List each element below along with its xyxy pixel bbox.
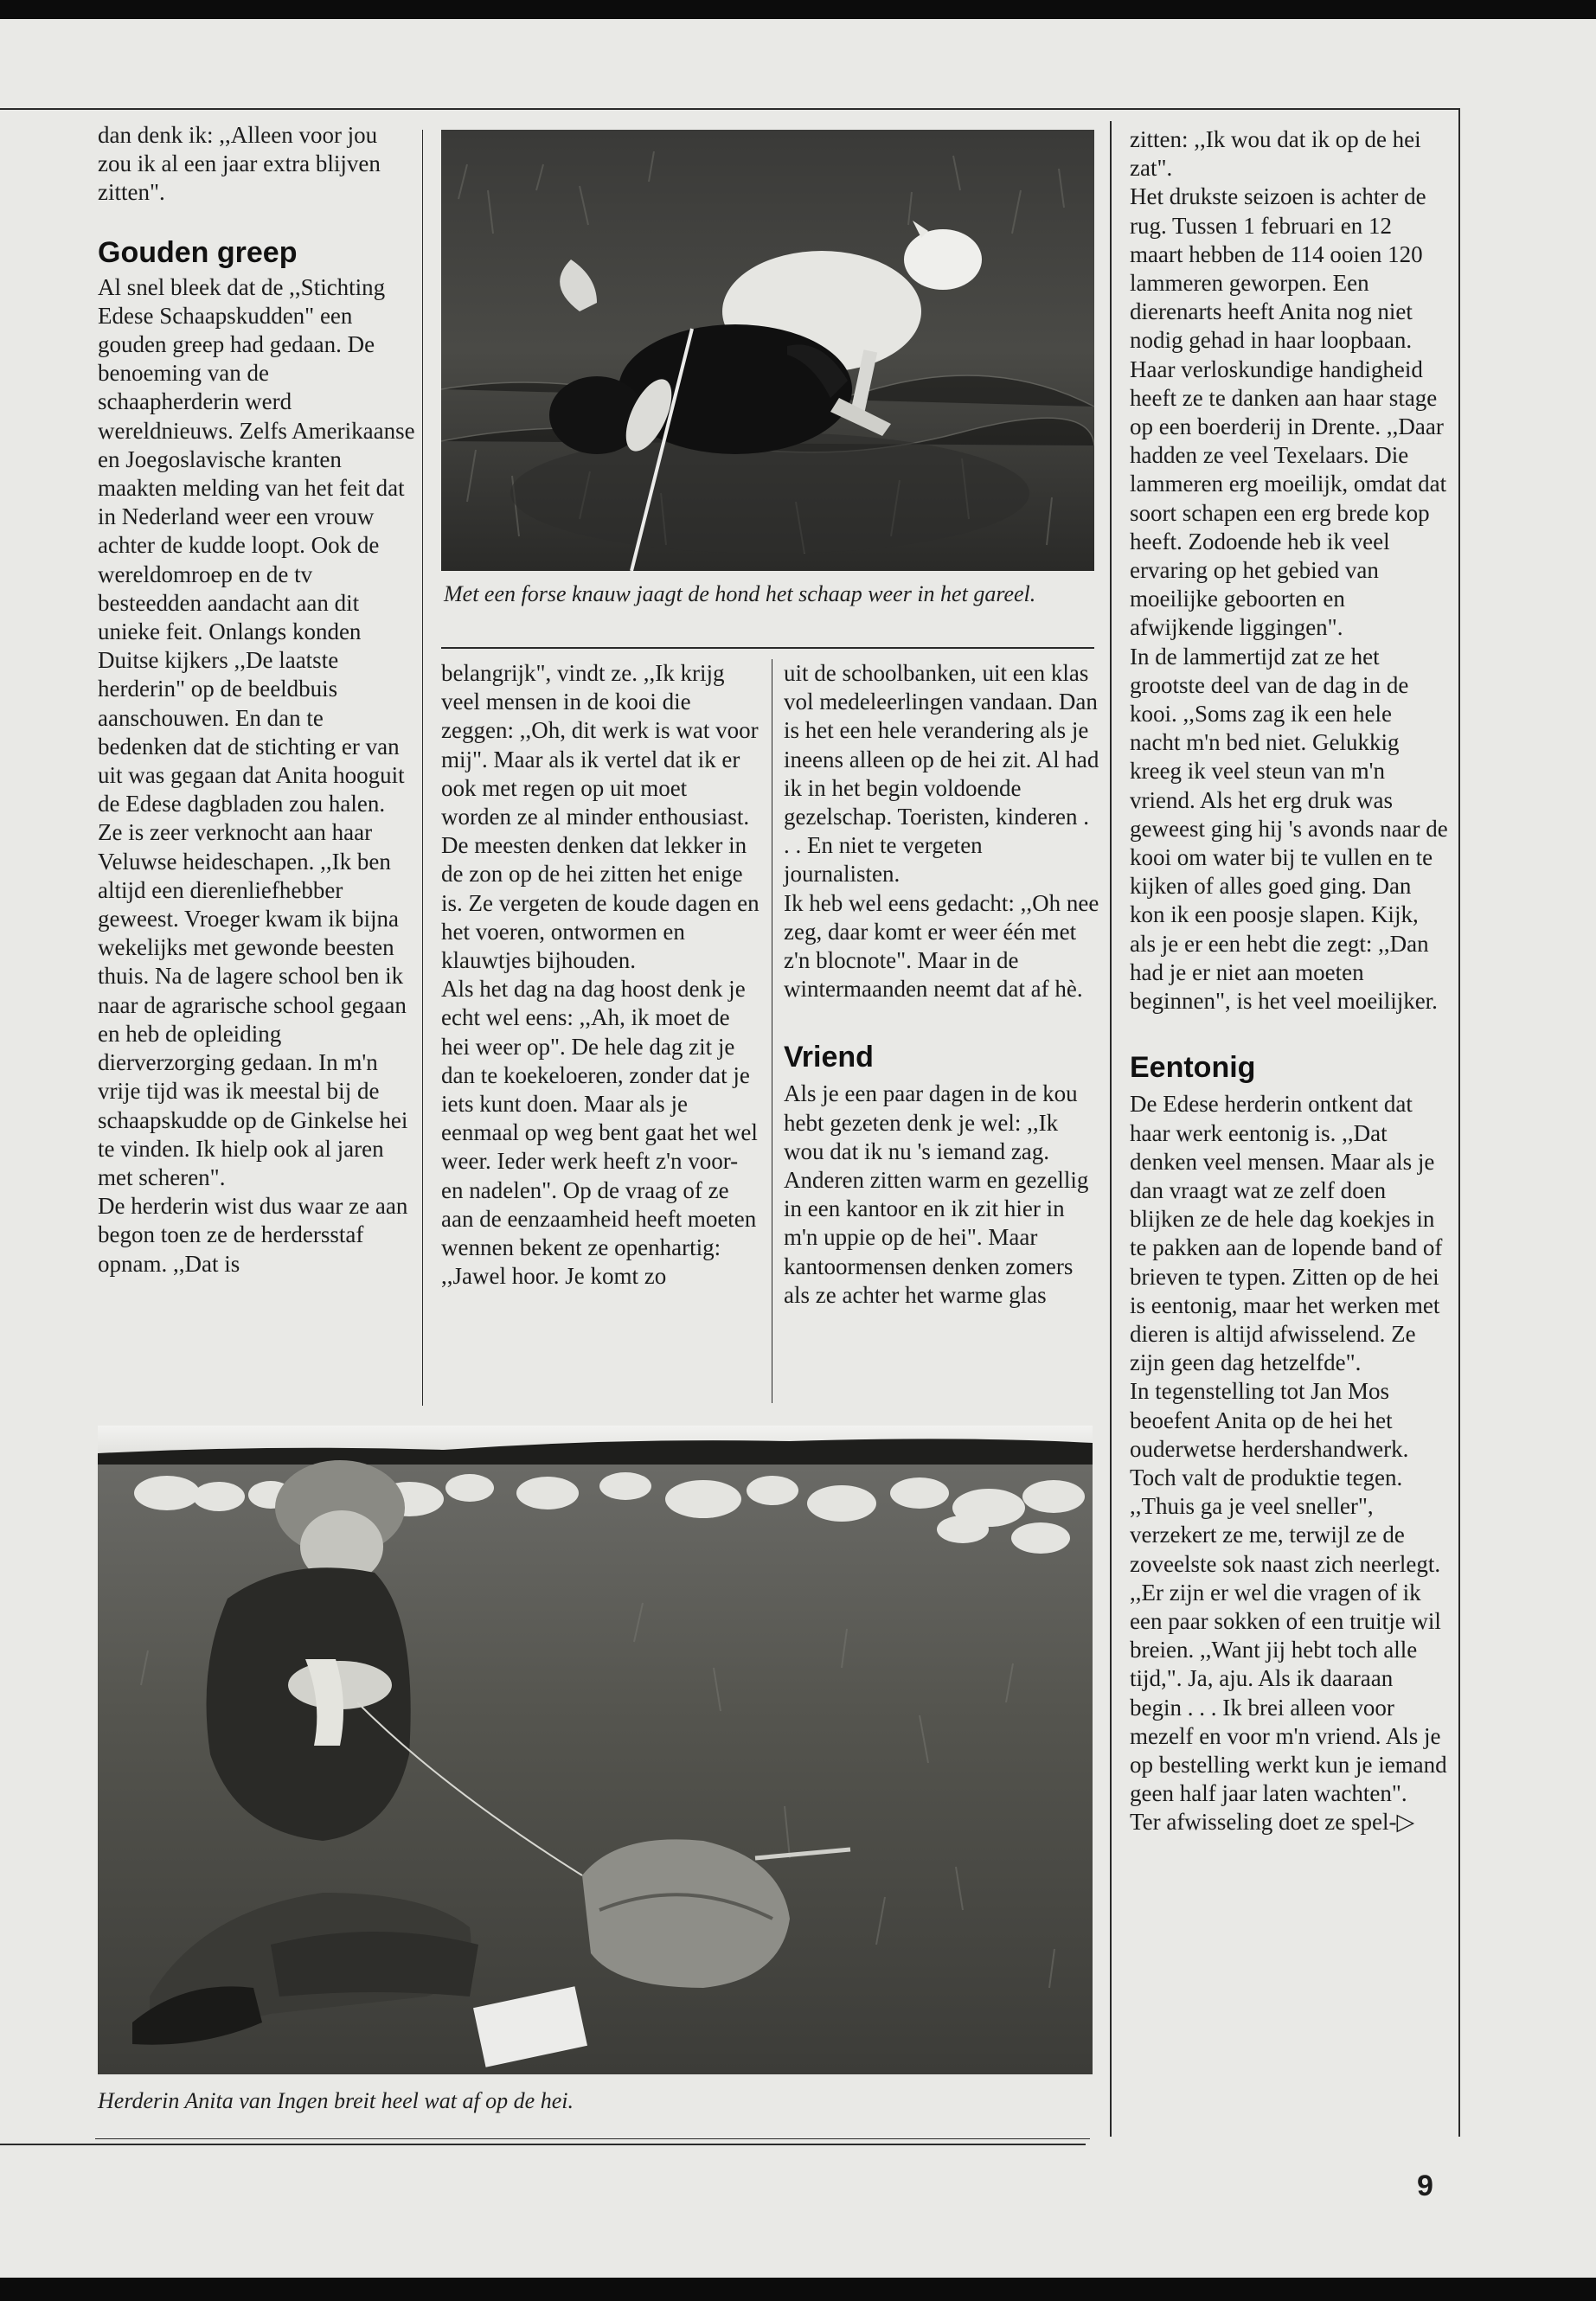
paragraph: uit de schoolbanken, uit een klas vol medeleerlingen vandaan. Dan is het een hele verandering als je ineens alleen op de hei zit. Al had ik in het begin voldoende gezelschap. Toeristen, kinderen . . . En niet te vergeten journalisten.: [784, 660, 1099, 888]
continue-arrow-icon: ▷: [1396, 1809, 1415, 1836]
paragraph: Als het dag na dag hoost denk je echt wel eens: ,,Ah, ik moet de hei weer op". De hele dag zit je dan te koekeloeren, zonder dat je iets kunt doen. Maar als je eenmaal op weg bent gaat het wel weer. Ieder werk heeft z'n voor- en nadelen". Op de vraag of ze aan de eenzaamheid heeft moeten wennen bekent ze openhartig: ,,Jawel hoor. Je komt zo: [441, 976, 758, 1290]
paragraph: Al snel bleek dat de ,,Stichting Edese Schaapskudden" een gouden greep had gedaan. De benoeming van de schaapherderin werd wereldnieuws. Zelfs Amerikaanse en Joegoslavische kranten maakten melding van het feit dat in Nederland weer een vrouw achter de kudde loopt. Ook de wereldomroep en de tv besteedden aandacht aan dit unieke feit. Onlangs konden Duitse kijkers ,,De laatste herderin" op de beeldbuis aanschouwen. En dan te bedenken dat de stichting er van uit was gegaan dat Anita hooguit de Edese dagbladen zou halen.: [98, 273, 415, 817]
paragraph-continued: [1130, 1808, 1448, 1836]
section-heading-eentonig: Eentonig: [1130, 1051, 1256, 1085]
page-number: 9: [1417, 2170, 1433, 2202]
article-column-1: [98, 121, 416, 1279]
photo-caption-top: Met een forse knauw jaagt de hond het schaap weer in het gareel.: [444, 581, 1036, 606]
paragraph: De herderin wist dus waar ze aan begon toen ze de herdersstaf opnam. ,,Dat is: [98, 1193, 408, 1277]
column-rule-3: [1110, 121, 1112, 2137]
photo-dog-and-sheep: [441, 130, 1094, 571]
article-column-3: [784, 659, 1099, 1310]
paragraph: Ze is zeer verknocht aan haar Veluwse heideschapen. ,,Ik ben altijd een dierenliefhebber geweest. Vroeger kwam ik bijna wekelijks met gewonde beesten thuis. Na de lagere school ben ik naar de agrarische school gegaan en heb de opleiding dierverzorging gedaan. In m'n vrije tijd was ik meestal bij de schaapskudde op de Ginkelse hei te vinden. Ik hielp ook al jaren met scheren".: [98, 819, 408, 1190]
paragraph: belangrijk", vindt ze. ,,Ik krijg veel mensen in de kooi die zeggen: ,,Oh, dit werk is wat voor mij". Maar als ik vertel dat ik er ook met regen op uit moet worden ze al minder enthousiast. De meesten denken dat lekker in de zon op de hei zitten het enige is. Ze vergeten de koude dagen en het voeren, ontwormen en klauwtjes bijhouden.: [441, 660, 760, 974]
section-heading-vriend: Vriend: [784, 1041, 874, 1074]
column-rule-1: [422, 130, 423, 1406]
paragraph: In tegenstelling tot Jan Mos beoefent Anita op de hei het ouderwetse herdershandwerk. Toch valt de produktie tegen. ,,Thuis ga je veel sneller", verzekert ze me, terwijl ze de zoveelste sok naast zich neerlegt. ,,Er zijn er wel die vragen of ik een paar sokken of een truitje wil breien. ,,Want jij hebt toch alle tijd,". Ja, aju. Als ik daaraan begin . . . Ik brei alleen voor mezelf en voor m'n vriend. Als je op bestelling werkt kun je iemand geen half jaar laten wachten".: [1130, 1378, 1447, 1807]
continued-text: Ter afwisseling doet ze spel-: [1130, 1809, 1397, 1836]
article-column-4: [1130, 125, 1448, 1837]
article-column-2: [441, 659, 761, 1291]
caption-rule-top: [441, 647, 1094, 649]
paragraph: In de lammertijd zat ze het grootste deel van de dag in de kooi. ,,Soms zag ik een hele nacht m'n bed niet. Gelukkig kreeg ik veel steun van m'n vriend. Als het erg druk was geweest ging hij 's avonds naar de kooi om water bij te vullen en te kijken of alles goed ging. Dan kon ik een poosje slapen. Kijk, als je er een hebt die zegt: ,,Dan had je er niet aan moeten beginnen", is het veel moeilijker.: [1130, 643, 1448, 1015]
bottom-scan-border: [0, 2278, 1596, 2301]
right-frame-line: [1458, 108, 1460, 2137]
caption-rule-bottom: [95, 2138, 1090, 2139]
top-scan-border: [0, 0, 1596, 19]
bleed-through-text: [597, 21, 609, 68]
paragraph: zitten: ,,Ik wou dat ik op de hei zat".: [1130, 126, 1421, 182]
top-rule: [0, 108, 1460, 110]
bottom-rule: [0, 2144, 1086, 2145]
paragraph: Als je een paar dagen in de kou hebt gezeten denk je wel: ,,Ik wou dat ik nu 's iemand zag. Anderen zitten warm en gezellig in een kantoor en ik zit hier in m'n uppie op de hei". Maar kantoormensen denken zomers als ze achter het warme glas: [784, 1080, 1089, 1308]
section-heading-gouden-greep: Gouden greep: [98, 235, 298, 269]
photo-shepherdess-knitting: [98, 1426, 1093, 2074]
photo-caption-bottom: Herderin Anita van Ingen breit heel wat af op de hei.: [98, 2088, 574, 2113]
paragraph: De Edese herderin ontkent dat haar werk eentonig is. ,,Dat denken veel mensen. Maar als je dan vraagt wat ze zelf doen blijken ze de hele dag koekjes in te pakken aan de lopende band of brieven te typen. Zitten op de hei is eentonig, maar het werken met dieren is altijd afwisselend. Ze zijn geen dag hetzelfde".: [1130, 1091, 1443, 1376]
paragraph: Ik heb wel eens gedacht: ,,Oh nee zeg, daar komt er weer één met z'n blocnote". Maar in de wintermaanden neemt dat af hè.: [784, 889, 1099, 1003]
paragraph: Het drukste seizoen is achter de rug. Tussen 1 februari en 12 maart hebben de 114 ooien 120 lammeren geworpen. Een dierenarts heeft Anita nog niet nodig gehad in haar loopbaan. Haar verloskundige handigheid heeft ze te danken aan haar stage op een boerderij in Drente. ,,Daar hadden ze veel Texelaars. Die lammeren erg moeilijk, omdat dat soort schapen een erg brede kop heeft. Zodoende heb ik veel ervaring op het gebied van moeilijke geboorten en afwijkende liggingen".: [1130, 183, 1447, 641]
paragraph: dan denk ik: ,,Alleen voor jou zou ik al een jaar extra blijven zitten".: [98, 122, 381, 206]
